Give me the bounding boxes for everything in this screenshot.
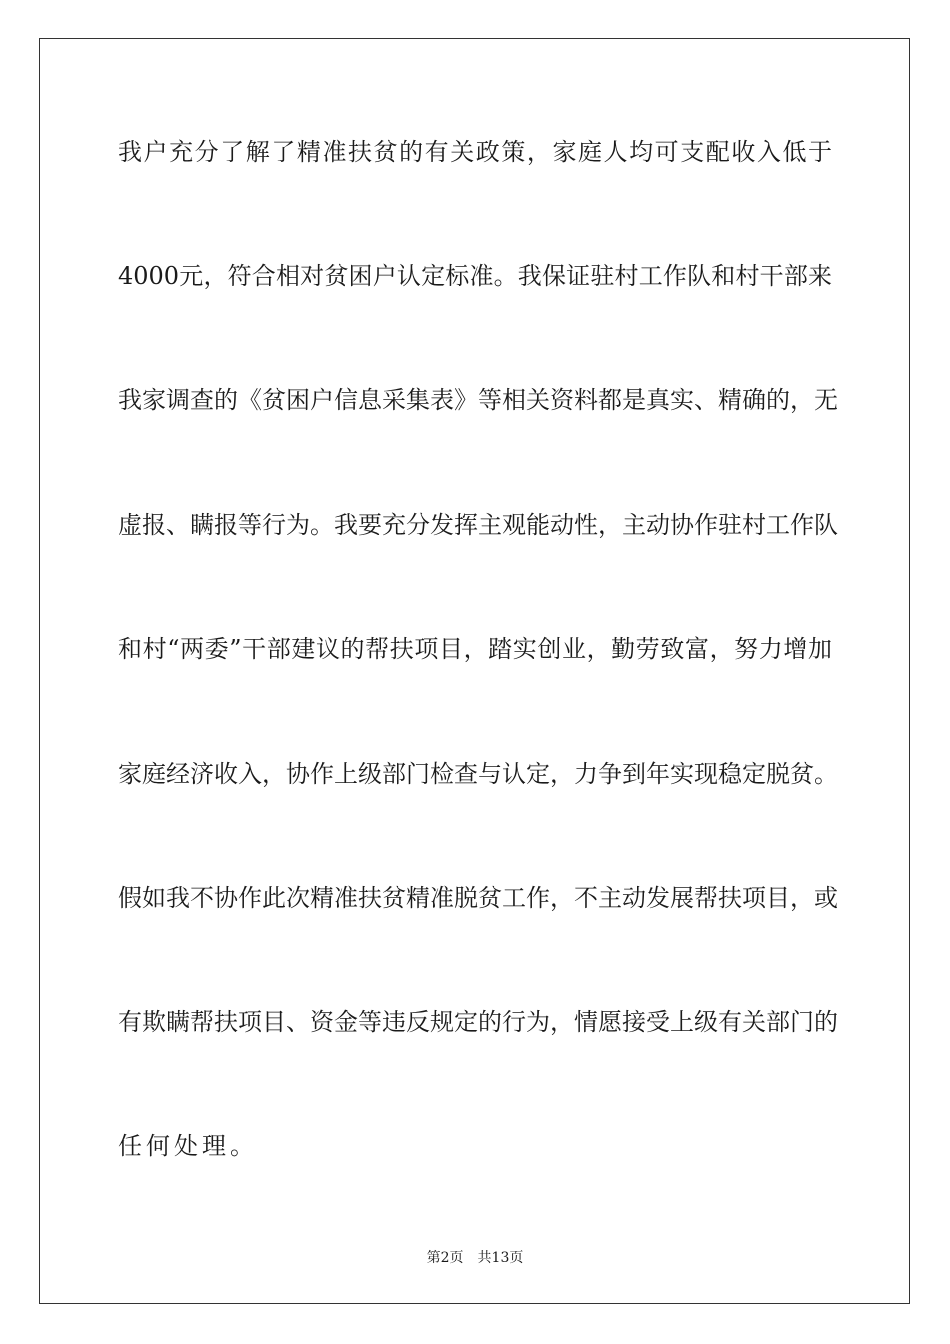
paragraph-line-8: 有欺瞒帮扶项目、资金等违反规定的行为，情愿接受上级有关部门的 — [118, 1008, 838, 1036]
paragraph-line-9: 任何处理。 — [118, 1132, 258, 1160]
paragraph-line-3: 我家调查的《贫困户信息采集表》等相关资料都是真实、精确的，无 — [118, 386, 838, 414]
paragraph-line-4: 虚报、瞒报等行为。我要充分发挥主观能动性，主动协作驻村工作队 — [118, 511, 838, 539]
paragraph-line-6: 家庭经济收入，协作上级部门检查与认定，力争到年实现稳定脱贫。 — [118, 760, 838, 788]
page-number: 第2页 — [426, 1250, 464, 1266]
page-footer — [0, 1247, 950, 1267]
paragraph-line-7: 假如我不协作此次精准扶贫精准脱贫工作，不主动发展帮扶项目，或 — [118, 884, 838, 912]
page-total: 共13页 — [477, 1250, 524, 1266]
paragraph-line-1: 我户充分了解了精准扶贫的有关政策，家庭人均可支配收入低于 — [118, 138, 832, 166]
paragraph-line-2: 4000元，符合相对贫困户认定标准。我保证驻村工作队和村干部来 — [118, 262, 832, 290]
paragraph-line-5: 和村“两委”干部建议的帮扶项目，踏实创业，勤劳致富，努力增加 — [118, 635, 832, 663]
